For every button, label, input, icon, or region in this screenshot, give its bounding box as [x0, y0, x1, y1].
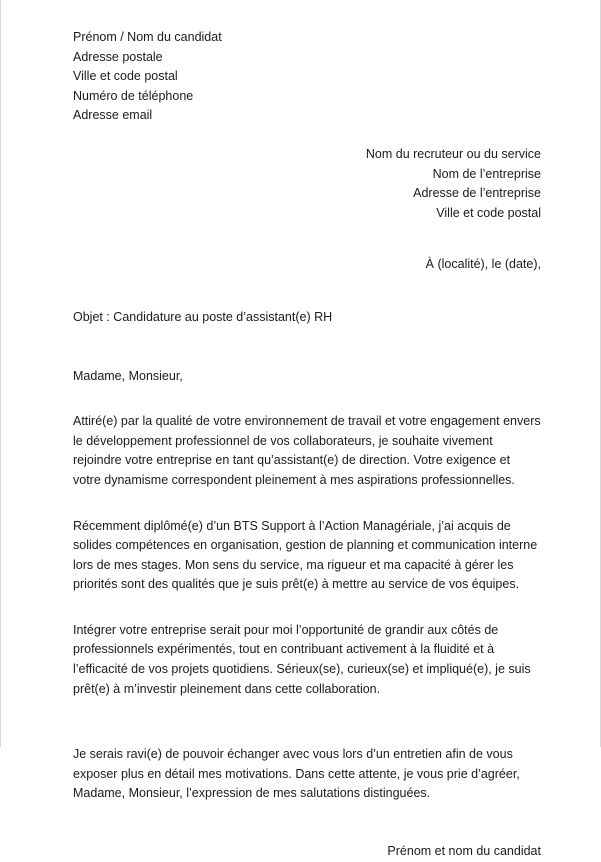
body-paragraph: Intégrer votre entreprise serait pour moi l’opportunité de grandir aux côtés de professionnels expérimentés, tout en contribuant activement à la fluidité et à l’efficacité de vos projets quotidiens. Sérieux(se), curieux(se) et impliqué(e), je suis prêt(e) à m’investir pleinement dans cette collaboration. — [73, 622, 531, 696]
salutation-line: Madame, Monsieur, — [73, 368, 183, 383]
recipient-line: Ville et code postal — [436, 205, 541, 220]
body-paragraph: Récemment diplômé(e) d’un BTS Support à l’Action Managériale, j’ai acquis de solides compétences en organisation, gestion de planning et communication interne lors de mes stages. Mon sens du service, ma rigueur et ma capacité à gérer les priorités sont des qualités que je suis prêt(e) à mettre au service de vos équipes. — [73, 518, 538, 592]
sender-line: Adresse email — [73, 108, 153, 123]
recipient-line: Nom du recruteur ou du service — [365, 146, 541, 161]
subject-line: Objet : Candidature au poste d’assistant(e) RH — [73, 309, 333, 324]
sender-line: Adresse postale — [73, 49, 163, 64]
sender-address-block — [73, 28, 541, 126]
recipient-line: Nom de l’entreprise — [432, 166, 541, 181]
body-paragraph: Attiré(e) par la qualité de votre environnement de travail et votre engagement envers le développement professionnel de vos collaborateurs, je souhaite vivement rejoindre votre entreprise en tant qu’assistant(e) de direction. Votre exigence et votre dynamisme correspondent pleinement à mes aspirations professionnelles. — [73, 414, 541, 487]
recipient-address-block — [73, 145, 541, 223]
sender-line: Prénom / Nom du candidat — [73, 30, 222, 44]
body-paragraph: Je serais ravi(e) de pouvoir échanger avec vous lors d’un entretien afin de vous exposer plus en détail mes motivations. Dans cette attente, je vous prie d’agréer, Madame, Monsieur, l’expression de mes salutations distinguées. — [73, 747, 520, 801]
signature-line: Prénom et nom du candidat — [387, 844, 541, 859]
date-and-place-line: À (localité), le (date), — [425, 257, 541, 272]
recipient-line: Adresse de l’entreprise — [413, 186, 541, 201]
letter-body — [73, 0, 541, 862]
sender-line: Ville et code postal — [73, 69, 178, 84]
sender-line: Numéro de téléphone — [73, 88, 194, 103]
